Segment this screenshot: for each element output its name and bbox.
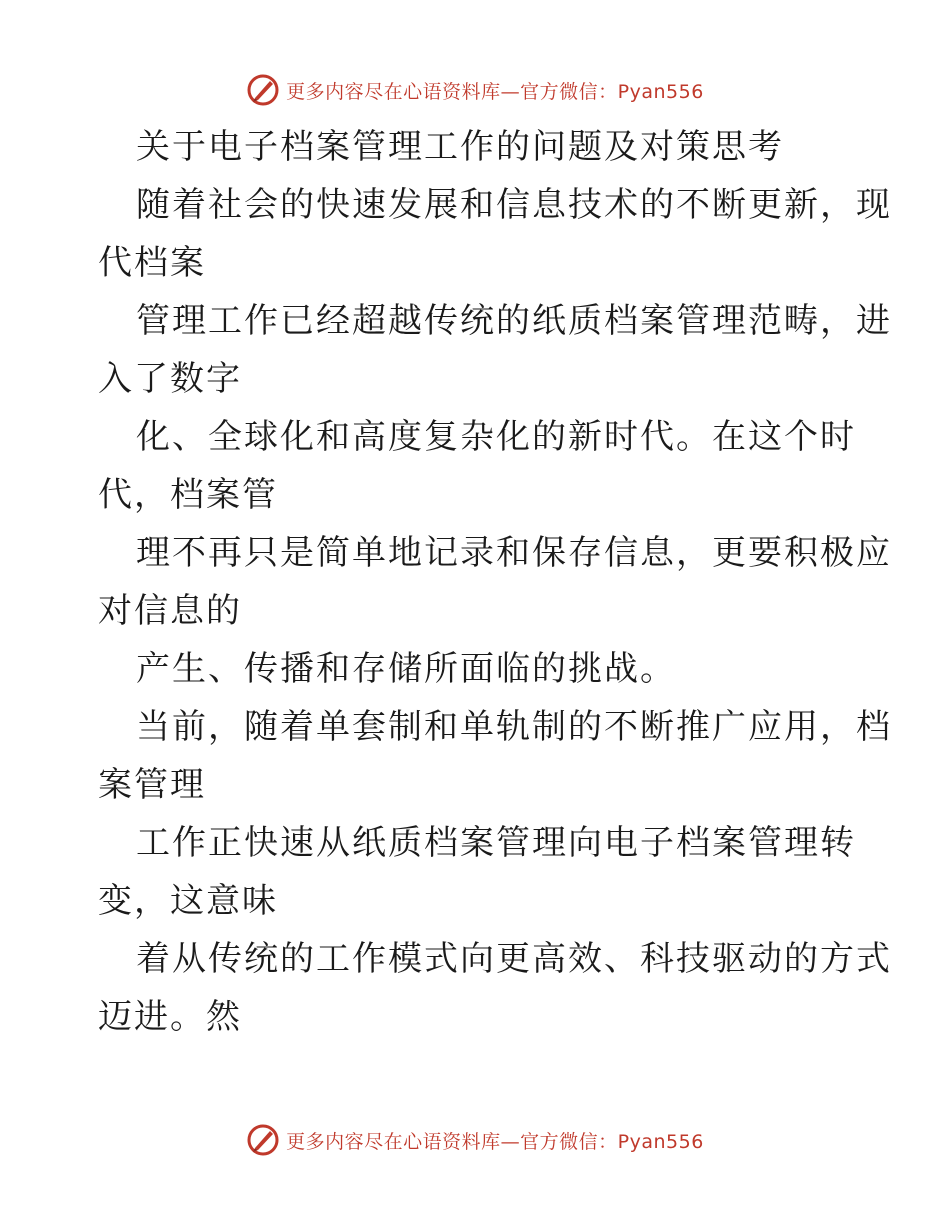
footer-banner — [0, 1120, 950, 1160]
text-line: 工作正快速从纸质档案管理向电子档案管理转 — [136, 823, 856, 863]
text-line: 入了数字 — [98, 359, 242, 399]
text-line: 迈进。然 — [98, 997, 242, 1037]
footer-wechat-id: Pyan556 — [617, 1130, 704, 1153]
text-line: 变，这意味 — [98, 881, 278, 921]
text-line: 产生、传播和存储所面临的挑战。 — [136, 649, 676, 689]
text-line: 化、全球化和高度复杂化的新时代。在这个时 — [136, 417, 856, 457]
text-line: 理不再只是简单地记录和保存信息，更要积极应 — [136, 533, 892, 573]
header-banner-text: 更多内容尽在心语资料库—官方微信：Pyan556 — [286, 80, 704, 103]
text-line: 案管理 — [98, 765, 206, 805]
footer-banner-text: 更多内容尽在心语资料库—官方微信：Pyan556 — [286, 1130, 704, 1153]
pen-logo-icon — [246, 1123, 280, 1157]
header-banner — [0, 70, 950, 110]
header-wechat-id: Pyan556 — [617, 80, 704, 103]
text-line: 管理工作已经超越传统的纸质档案管理范畴，进 — [136, 301, 892, 341]
document-body — [98, 118, 892, 1046]
text-line: 代，档案管 — [98, 475, 278, 515]
text-line: 随着社会的快速发展和信息技术的不断更新，现 — [136, 185, 892, 225]
text-line: 对信息的 — [98, 591, 242, 631]
text-line: 代档案 — [98, 243, 206, 283]
text-line: 着从传统的工作模式向更高效、科技驱动的方式 — [136, 939, 892, 979]
pen-logo-icon — [246, 73, 280, 107]
text-line: 关于电子档案管理工作的问题及对策思考 — [136, 127, 784, 167]
text-line: 当前，随着单套制和单轨制的不断推广应用，档 — [136, 707, 892, 747]
